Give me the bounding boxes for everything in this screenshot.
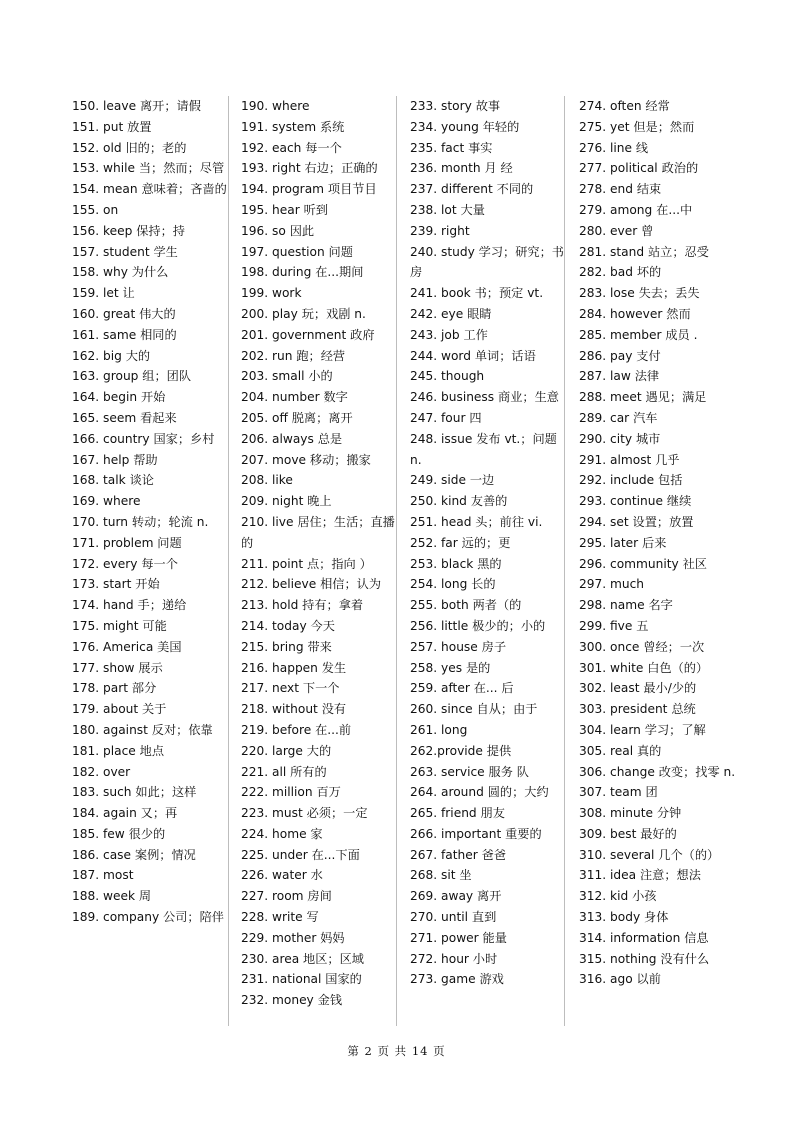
vocab-entry: 295. later 后来 <box>579 535 667 550</box>
vocab-entry: 213. hold 持有；拿着 <box>241 598 364 613</box>
vocab-entry: 179. about 关于 <box>72 702 167 717</box>
vocab-entry: 219. before 在...前 <box>241 722 352 737</box>
vocab-entry: 257. house 房子 <box>410 639 507 654</box>
vocab-entry: 175. might 可能 <box>72 618 167 633</box>
vocab-entry: 206. always 总是 <box>241 431 343 446</box>
vocab-entry: 232. money 金钱 <box>241 993 343 1008</box>
vocab-entry: 195. hear 听到 <box>241 202 328 217</box>
vocab-entry: 204. number 数字 <box>241 390 348 405</box>
vocab-entry: 249. side 一边 <box>410 473 495 488</box>
vocab-entry: 182. over <box>72 764 131 779</box>
vocab-entry: 281. stand 站立；忍受 <box>579 244 709 259</box>
vocab-entry: 265. friend 朋友 <box>410 806 505 821</box>
vocab-entry: 193. right 右边；正确的 <box>241 161 378 176</box>
vocab-entry: 312. kid 小孩 <box>579 889 657 904</box>
vocab-column-3 <box>410 96 568 1026</box>
vocab-entry: 263. service 服务 队 <box>410 764 529 779</box>
vocab-entry: 170. turn 转动；轮流 n. <box>72 514 209 529</box>
vocab-entry: 164. begin 开始 <box>72 390 166 405</box>
vocab-entry: 168. talk 谈论 <box>72 473 154 488</box>
vocab-entry: 247. four 四 <box>410 410 482 425</box>
vocab-entry: 153. while 当；然而；尽管 <box>72 161 225 176</box>
vocab-entry: 196. so 因此 <box>241 223 315 238</box>
vocab-entry: 242. eye 眼睛 <box>410 306 492 321</box>
vocab-entry: 169. where <box>72 494 141 509</box>
vocab-entry: 203. small 小的 <box>241 369 333 384</box>
vocab-entry: 237. different 不同的 <box>410 182 534 197</box>
vocab-entry: 251. head 头；前往 vi. <box>410 514 543 529</box>
vocab-entry: 152. old 旧的；老的 <box>72 140 187 155</box>
vocab-entry: 254. long 长的 <box>410 577 496 592</box>
vocab-entry: 226. water 水 <box>241 868 323 883</box>
vocab-entry: 245. though <box>410 369 485 384</box>
vocab-entry: 255. both 两者（的 <box>410 598 522 613</box>
vocab-entry: 288. meet 遇见；满足 <box>579 390 707 405</box>
vocab-entry: 302. least 最小/少的 <box>579 681 697 696</box>
vocab-entry: 297. much <box>579 577 645 592</box>
vocab-entry: 304. learn 学习；了解 <box>579 722 706 737</box>
vocab-entry: 294. set 设置；放置 <box>579 514 694 529</box>
vocab-entry: 216. happen 发生 <box>241 660 347 675</box>
vocab-entry: 253. black 黑的 <box>410 556 502 571</box>
vocab-entry: 165. seem 看起来 <box>72 410 177 425</box>
vocab-entry: 163. group 组；团队 <box>72 369 192 384</box>
vocab-entry: 220. large 大的 <box>241 743 332 758</box>
vocab-entry: 271. power 能量 <box>410 930 507 945</box>
vocab-entry: 227. room 房间 <box>241 889 332 904</box>
vocab-entry: 192. each 每一个 <box>241 140 342 155</box>
vocab-entry: 151. put 放置 <box>72 119 152 134</box>
vocab-entry: 171. problem 问题 <box>72 535 182 550</box>
vocab-entry: 224. home 家 <box>241 826 323 841</box>
vocab-entry: 240. study 学习；研究；书房 <box>410 244 564 280</box>
vocab-entry: 303. president 总统 <box>579 702 696 717</box>
vocab-entry: 236. month 月 经 <box>410 161 513 176</box>
vocab-entry: 181. place 地点 <box>72 743 165 758</box>
vocab-entry: 238. lot 大量 <box>410 202 485 217</box>
vocab-entry: 286. pay 支付 <box>579 348 661 363</box>
vocab-entry: 160. great 伟大的 <box>72 306 176 321</box>
vocab-entry: 289. car 汽车 <box>579 410 658 425</box>
vocab-entry: 222. million 百万 <box>241 785 341 800</box>
vocab-entry: 155. on <box>72 202 119 217</box>
vocab-entry: 200. play 玩；戏剧 n. <box>241 306 366 321</box>
vocab-entry: 225. under 在...下面 <box>241 847 360 862</box>
vocab-entry: 239. right <box>410 223 470 238</box>
vocab-entry: 167. help 帮助 <box>72 452 158 467</box>
vocab-entry: 207. move 移动；搬家 <box>241 452 371 467</box>
vocab-entry: 221. all 所有的 <box>241 764 327 779</box>
vocab-entry: 268. sit 坐 <box>410 868 472 883</box>
vocab-entry: 279. among 在...中 <box>579 202 693 217</box>
vocabulary-columns <box>66 96 736 1026</box>
vocab-entry: 316. ago 以前 <box>579 972 661 987</box>
vocab-entry: 166. country 国家；乡村 <box>72 431 215 446</box>
vocab-entry: 230. area 地区；区域 <box>241 951 364 966</box>
vocab-entry: 241. book 书；预定 vt. <box>410 286 544 301</box>
vocab-column-4 <box>579 96 737 1026</box>
vocab-entry: 177. show 展示 <box>72 660 163 675</box>
vocab-entry: 174. hand 手；递给 <box>72 598 187 613</box>
vocab-entry: 229. mother 妈妈 <box>241 930 345 945</box>
vocab-entry: 173. start 开始 <box>72 577 160 592</box>
vocab-entry: 267. father 爸爸 <box>410 847 507 862</box>
vocab-entry: 298. name 名字 <box>579 598 673 613</box>
vocab-entry: 211. point 点；指向 ） <box>241 556 372 571</box>
vocab-entry: 258. yes 是的 <box>410 660 491 675</box>
vocab-entry: 314. information 信息 <box>579 930 709 945</box>
vocab-entry: 178. part 部分 <box>72 681 157 696</box>
vocab-entry: 158. why 为什么 <box>72 265 169 280</box>
vocab-entry: 231. national 国家的 <box>241 972 362 987</box>
vocab-entry: 272. hour 小时 <box>410 951 498 966</box>
vocab-entry: 180. against 反对；依靠 <box>72 722 213 737</box>
vocab-entry: 217. next 下一个 <box>241 681 340 696</box>
vocab-entry: 218. without 没有 <box>241 702 347 717</box>
vocab-entry: 301. white 白色（的） <box>579 660 709 675</box>
vocab-entry: 290. city 城市 <box>579 431 661 446</box>
vocab-entry: 199. work <box>241 286 302 301</box>
vocab-entry: 291. almost 几乎 <box>579 452 680 467</box>
vocab-entry: 188. week 周 <box>72 889 152 904</box>
vocab-entry: 186. case 案例；情况 <box>72 847 196 862</box>
vocab-entry: 191. system 系统 <box>241 119 345 134</box>
vocab-entry: 266. important 重要的 <box>410 826 542 841</box>
vocab-entry: 305. real 真的 <box>579 743 662 758</box>
vocab-entry: 315. nothing 没有什么 <box>579 951 710 966</box>
vocab-entry: 300. once 曾经；一次 <box>579 639 705 654</box>
vocab-entry: 202. run 跑；经营 <box>241 348 346 363</box>
vocab-entry: 154. mean 意味着；吝啬的 <box>72 182 227 197</box>
vocab-entry: 156. keep 保持；持 <box>72 223 185 238</box>
vocab-entry: 159. let 让 <box>72 286 135 301</box>
vocab-entry: 252. far 远的；更 <box>410 535 511 550</box>
vocab-entry: 157. student 学生 <box>72 244 178 259</box>
vocab-entry: 282. bad 坏的 <box>579 265 662 280</box>
vocab-entry: 187. most <box>72 868 134 883</box>
vocab-entry: 250. kind 友善的 <box>410 494 508 509</box>
vocab-entry: 284. however 然而 <box>579 306 691 321</box>
vocab-column-2 <box>241 96 399 1026</box>
vocab-entry: 189. company 公司；陪伴 <box>72 910 224 925</box>
vocab-entry: 212. believe 相信；认为 <box>241 577 382 592</box>
vocab-entry: 269. away 离开 <box>410 889 502 904</box>
page-footer: 第 2 页 共 14 页 <box>347 1044 446 1058</box>
vocab-entry: 194. program 项目节目 <box>241 182 377 197</box>
vocab-entry: 285. member 成员 . <box>579 327 698 342</box>
vocab-entry: 210. live 居住；生活；直播的 <box>241 514 395 550</box>
vocab-entry: 275. yet 但是；然而 <box>579 119 695 134</box>
vocab-entry: 246. business 商业；生意 <box>410 390 559 405</box>
vocab-entry: 293. continue 继续 <box>579 494 692 509</box>
vocab-entry: 309. best 最好的 <box>579 826 677 841</box>
vocab-entry: 183. such 如此；这样 <box>72 785 197 800</box>
vocab-entry: 223. must 必须；一定 <box>241 806 368 821</box>
vocab-entry: 308. minute 分钟 <box>579 806 682 821</box>
vocab-entry: 270. until 直到 <box>410 910 497 925</box>
vocab-entry: 150. leave 离开；请假 <box>72 99 201 113</box>
vocab-entry: 260. since 自从；由于 <box>410 702 538 717</box>
vocab-entry: 311. idea 注意；想法 <box>579 868 701 883</box>
vocab-entry: 261. long <box>410 722 468 737</box>
vocab-entry: 306. change 改变；找零 n. <box>579 764 736 779</box>
vocab-entry: 205. off 脱离；离开 <box>241 410 353 425</box>
vocab-entry: 310. several 几个（的） <box>579 847 720 862</box>
vocab-entry: 277. political 政治的 <box>579 161 699 176</box>
vocab-entry: 296. community 社区 <box>579 556 707 571</box>
vocab-entry: 214. today 今天 <box>241 618 335 633</box>
vocab-entry: 313. body 身体 <box>579 910 669 925</box>
vocab-entry: 264. around 圆的；大约 <box>410 785 549 800</box>
vocab-entry: 234. young 年轻的 <box>410 119 520 134</box>
vocab-entry: 172. every 每一个 <box>72 556 178 571</box>
vocab-entry: 215. bring 带来 <box>241 639 332 654</box>
vocab-entry: 209. night 晚上 <box>241 494 332 509</box>
vocab-entry: 292. include 包括 <box>579 473 683 488</box>
vocab-entry: 208. like <box>241 473 293 488</box>
vocab-entry: 307. team 团 <box>579 785 658 800</box>
vocab-entry: 235. fact 事实 <box>410 140 493 155</box>
vocab-entry: 256. little 极少的；小的 <box>410 618 546 633</box>
vocab-entry: 280. ever 曾 <box>579 223 654 238</box>
vocab-entry: 244. word 单词；话语 <box>410 348 536 363</box>
vocab-entry: 201. government 政府 <box>241 327 375 342</box>
vocab-entry: 273. game 游戏 <box>410 972 504 987</box>
vocab-entry: 299. five 五 <box>579 618 649 633</box>
vocab-entry: 274. often 经常 <box>579 99 670 113</box>
vocab-entry: 198. during 在...期间 <box>241 265 364 280</box>
vocab-entry: 262.provide 提供 <box>410 743 512 758</box>
vocab-column-1 <box>72 96 230 1026</box>
vocab-entry: 190. where <box>241 99 310 113</box>
vocab-entry: 197. question 问题 <box>241 244 353 259</box>
vocab-entry: 162. big 大的 <box>72 348 151 363</box>
vocab-entry: 259. after 在... 后 <box>410 681 514 696</box>
vocab-entry: 243. job 工作 <box>410 327 488 342</box>
vocab-entry: 228. write 写 <box>241 910 319 925</box>
vocab-entry: 176. America 美国 <box>72 639 182 654</box>
vocab-entry: 287. law 法律 <box>579 369 660 384</box>
vocab-entry: 161. same 相同的 <box>72 327 177 342</box>
vocab-entry: 276. line 线 <box>579 140 649 155</box>
vocab-entry: 185. few 很少的 <box>72 826 166 841</box>
vocab-entry: 184. again 又；再 <box>72 806 178 821</box>
vocab-entry: 283. lose 失去；丢失 <box>579 286 700 301</box>
vocab-entry: 278. end 结束 <box>579 182 662 197</box>
vocab-entry: 248. issue 发布 vt.；问题 n. <box>410 431 557 467</box>
vocab-entry: 233. story 故事 <box>410 99 501 113</box>
